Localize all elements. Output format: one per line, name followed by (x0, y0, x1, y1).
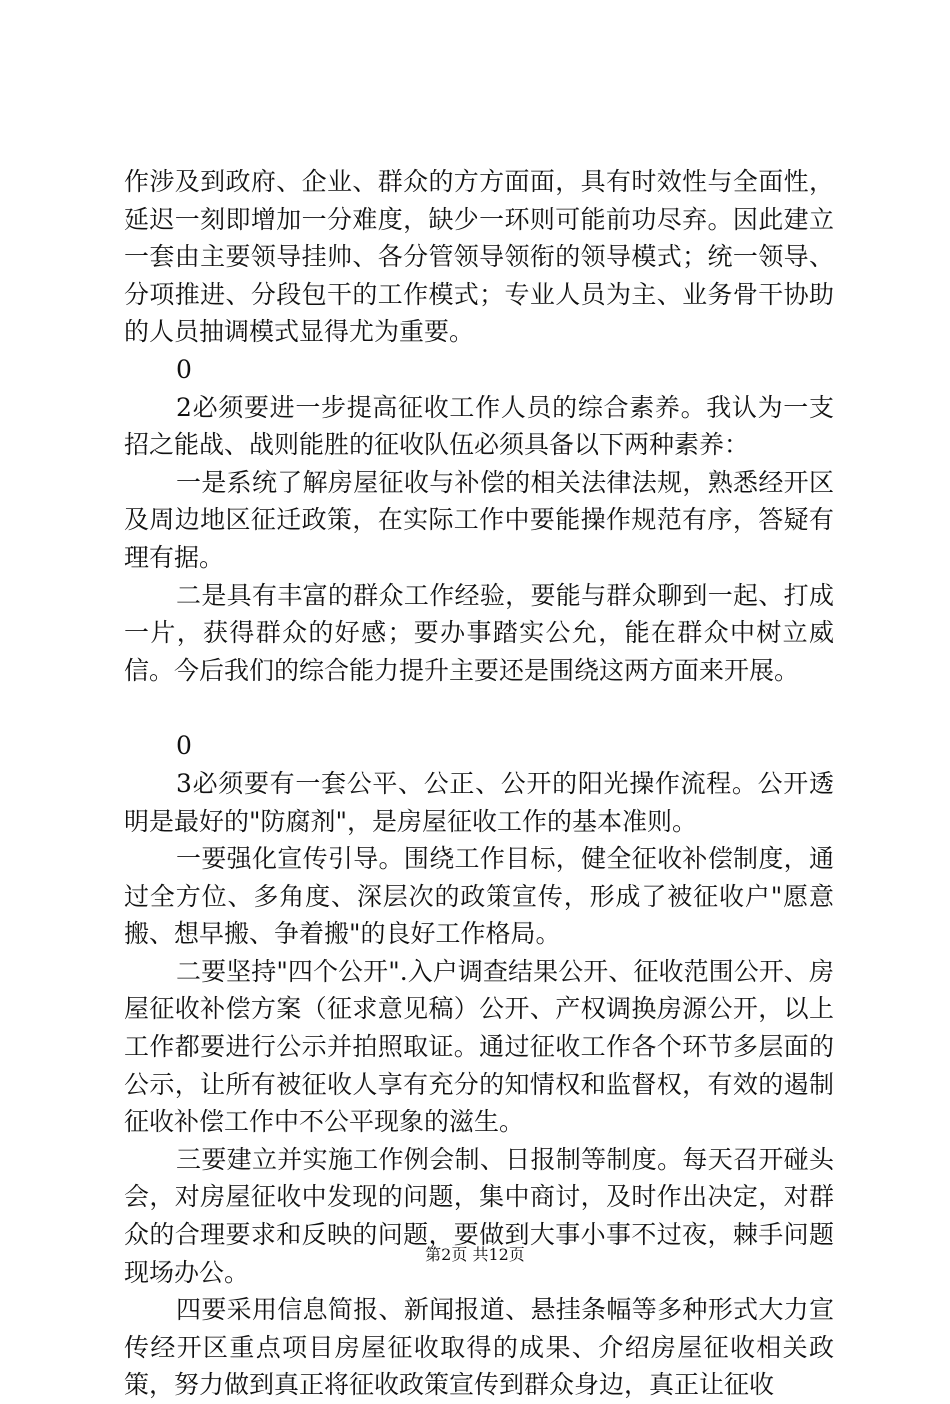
page-number-footer: 第2页 共12页 (425, 1245, 525, 1264)
paragraph-continuation: 作涉及到政府、企业、群众的方方面面，具有时效性与全面性，延迟一刻即增加一分难度，缺少一环则可能前功尽弃。因此建立一套由主要领导挂帅、各分管领导领衔的领导模式；统一领导、分项推进、分段包干的工作模式；专业人员为主、业务骨干协助的人员抽调模式显得尤为重要。 (124, 167, 834, 347)
paragraph-item-1: 一要强化宣传引导。围绕工作目标，健全征收补偿制度，通过全方位、多角度、深层次的政策宣传，形成了被征收户"愿意搬、想早搬、争着搬"的良好工作格局。 (124, 844, 834, 949)
paragraph-item-2: 二是具有丰富的群众工作经验，要能与群众聊到一起、打成一片，获得群众的好感；要办事踏实公允，能在群众中树立威信。今后我们的综合能力提升主要还是围绕这两方面来开展。 (124, 580, 834, 685)
document-body (124, 163, 834, 1404)
paragraph-section-2: 2必须要进一步提高征收工作人员的综合素养。我认为一支招之能战、战则能胜的征收队伍必须具备以下两种素养： (124, 392, 834, 460)
paragraph-item-1: 一是系统了解房屋征收与补偿的相关法律法规，熟悉经开区及周边地区征迁政策，在实际工作中要能操作规范有序，答疑有理有据。 (124, 467, 834, 572)
paragraph-item-3: 三要建立并实施工作例会制、日报制等制度。每天召开碰头会，对房屋征收中发现的问题，集中商讨，及时作出决定，对群众的合理要求和反映的问题，要做到大事小事不过夜，棘手问题现场办公。 (124, 1144, 834, 1287)
paragraph-marker: 0 (176, 731, 192, 761)
paragraph-item-4: 四要采用信息简报、新闻报道、悬挂条幅等多种形式大力宣传经开区重点项目房屋征收取得的成果、介绍房屋征收相关政策，努力做到真正将征收政策宣传到群众身边，真正让征收 (124, 1295, 834, 1400)
paragraph-section-3: 3必须要有一套公平、公正、公开的阳光操作流程。公开透明是最好的"防腐剂"，是房屋征收工作的基本准则。 (124, 768, 834, 836)
paragraph-marker: 0 (176, 354, 192, 384)
paragraph-item-2: 二要坚持"四个公开".入户调查结果公开、征收范围公开、房屋征收补偿方案（征求意见稿）公开、产权调换房源公开，以上工作都要进行公示并拍照取证。通过征收工作各个环节多层面的公示，让所有被征收人享有充分的知情权和监督权，有效的遏制征收补偿工作中不公平现象的滋生。 (124, 956, 834, 1137)
